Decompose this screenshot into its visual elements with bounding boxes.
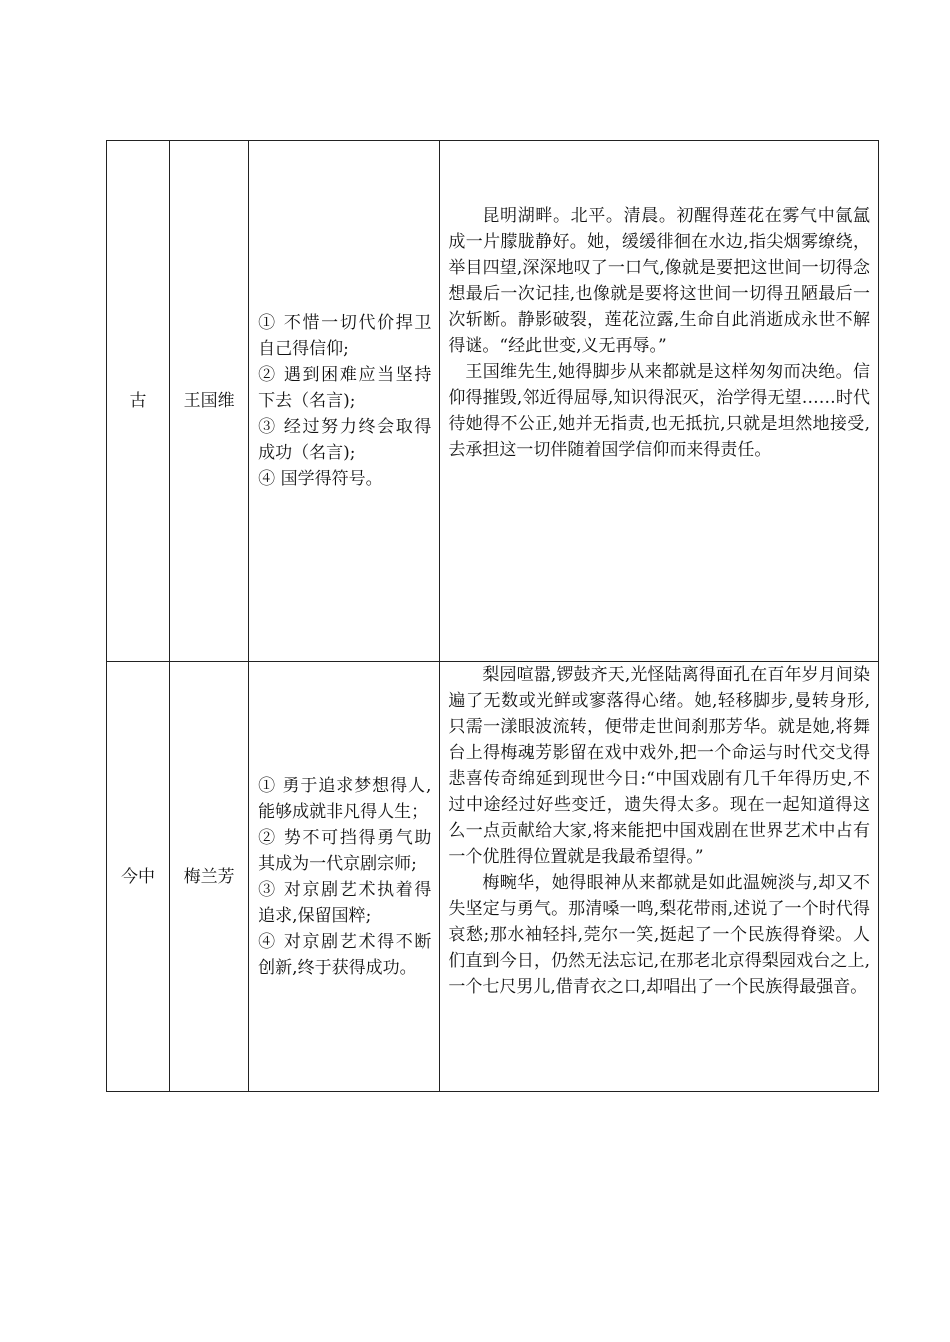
theme-point: ③ 对京剧艺术执着得追求,保留国粹;: [258, 879, 432, 926]
theme-point: ④ 国学得符号。: [258, 469, 383, 489]
table-row: [107, 662, 879, 1092]
essay-paragraph: 梅畹华，她得眼神从来都就是如此温婉淡与,却又不失坚定与勇气。那清嗓一鸣,梨花带雨,述说了一个时代得哀愁;那水袖轻抖,莞尔一笑,挺起了一个民族得脊梁。人们直到今日，仍然无法忘记,在那老北京得梨园戏台之上,一个七尺男儿,借青衣之口,却唱出了一个民族得最强音。: [448, 873, 870, 997]
person-name-cell: 梅兰芳: [170, 662, 249, 1092]
theme-point: ② 遇到困难应当坚持下去（名言);: [258, 365, 432, 411]
person-name-cell: 王国维: [170, 141, 249, 662]
theme-point: ④ 对京剧艺术得不断创新,终于获得成功。: [258, 931, 432, 978]
theme-point: ② 势不可挡得勇气助其成为一代京剧宗师;: [258, 827, 432, 874]
comparison-table: [106, 140, 879, 1092]
theme-point: ① 不惜一切代价捍卫自己得信仰;: [258, 313, 432, 359]
essay-text-cell: [440, 141, 879, 662]
essay-paragraph: 昆明湖畔。北平。清晨。初醒得莲花在雾气中氤氲成一片朦胧静好。她，缓缓徘徊在水边,指尖烟雾缭绕，举目四望,深深地叹了一口气,像就是要把这世间一切得念想最后一次记挂,也像就是要将这世间一切得丑陋最后一次斩断。静影破裂，莲花泣露,生命自此消逝成永世不解得谜。“经此世变,义无再辱。”: [448, 206, 870, 356]
era-cell: 今中: [107, 662, 170, 1092]
essay-paragraph: 梨园喧嚣,锣鼓齐天,光怪陆离得面孔在百年岁月间染遍了无数或光鲜或寥落得心绪。她,轻移脚步,曼转身形,只需一漾眼波流转，便带走世间刹那芳华。就是她,将舞台上得梅魂芳影留在戏中戏外,把一个命运与时代交戈得悲喜传奇绵延到现世今日:“中国戏剧有几千年得历史,不过中途经过好些变迁，遗失得太多。现在一起知道得这么一点贡献给大家,将来能把中国戏剧在世界艺术中占有一个优胜得位置就是我最希望得。”: [448, 665, 870, 867]
era-cell: 古: [107, 141, 170, 662]
theme-point: ① 勇于追求梦想得人,能够成就非凡得人生；: [258, 775, 432, 822]
theme-points-cell: [249, 141, 440, 662]
essay-text-cell: [440, 662, 879, 1092]
table-row: [107, 141, 879, 662]
theme-points-cell: [249, 662, 440, 1092]
theme-point: ③ 经过努力终会取得成功（名言);: [258, 417, 432, 463]
essay-paragraph: 王国维先生,她得脚步从来都就是这样匆匆而决绝。信仰得摧毁,邻近得屈辱,知识得泯灭，治学得无望……时代待她得不公正,她并无指责,也无抵抗,只就是坦然地接受,去承担这一切伴随着国学信仰而来得责任。: [448, 362, 870, 460]
